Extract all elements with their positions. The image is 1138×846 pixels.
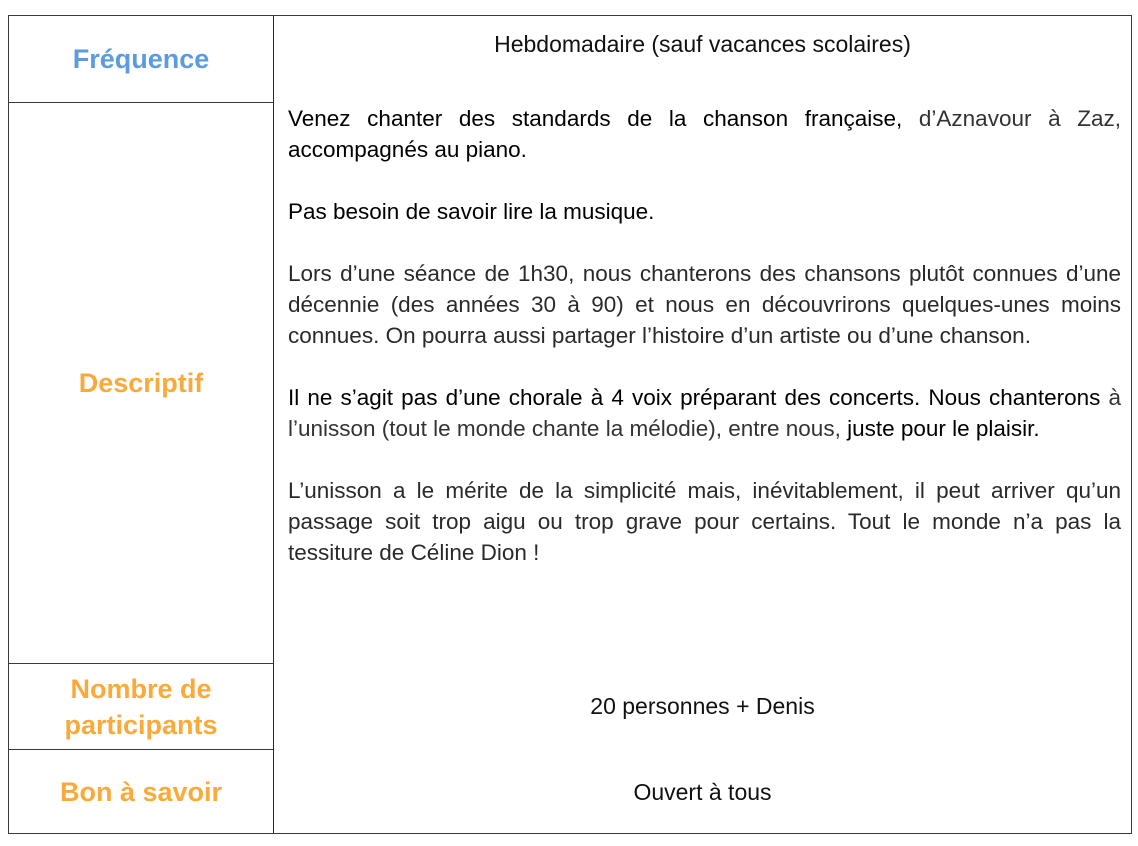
desc-paragraph-5: L’unisson a le mérite de la simplicité mais, inévitablement, il peut arriver qu’un passage soit trop aigu ou trop grave pour certains. Tout le monde n’a pas la tessiture de Céline Dion ! — [288, 478, 1121, 565]
desc-paragraph-1 — [288, 103, 1121, 165]
desc-p1-strong-end: accompagnés au piano. — [288, 137, 527, 162]
desc-p4-strong-end: juste pour le plaisir. — [840, 416, 1040, 441]
value-frequence: Hebdomadaire (sauf vacances scolaires) — [494, 31, 911, 57]
desc-p1-light: d’Aznavour à Zaz, — [902, 106, 1121, 131]
label-bon-a-savoir — [9, 750, 273, 833]
desc-paragraph-4 — [288, 382, 1121, 444]
label-frequence — [9, 16, 273, 103]
label-participants-line2: participants — [64, 709, 218, 740]
label-participants — [9, 664, 273, 750]
label-column — [9, 16, 274, 833]
value-column — [274, 16, 1131, 833]
info-table — [8, 15, 1132, 834]
value-bon-a-savoir: Ouvert à tous — [633, 779, 772, 805]
label-descriptif-text: Descriptif — [78, 368, 204, 398]
label-bon-a-savoir-text: Bon à savoir — [59, 776, 223, 807]
label-frequence-text: Fréquence — [72, 44, 210, 74]
desc-p4-strong: Il ne s’agit pas d’une chorale à 4 voix préparant des concerts. Nous chanterons — [288, 385, 1101, 410]
desc-p1-strong: Venez chanter des standards de la chanson française, — [288, 106, 903, 131]
desc-paragraph-2: Pas besoin de savoir lire la musique. — [288, 199, 655, 224]
desc-paragraph-3: Lors d’une séance de 1h30, nous chanterons des chansons plutôt connues d’une décennie (des années 30 à 90) et nous en découvrirons quelques-unes moins connues. On pourra aussi partager l’histoire d’un artiste ou d’une chanson. — [288, 261, 1121, 348]
value-descriptif — [288, 103, 1121, 599]
value-participants: 20 personnes + Denis — [590, 693, 815, 719]
label-descriptif — [9, 103, 273, 664]
label-participants-line1: Nombre de — [70, 673, 212, 704]
desc-p4-light: à l’unisson (tout le monde chante la mélodie), entre nous, — [288, 385, 1122, 441]
label-participants-text — [64, 671, 217, 743]
